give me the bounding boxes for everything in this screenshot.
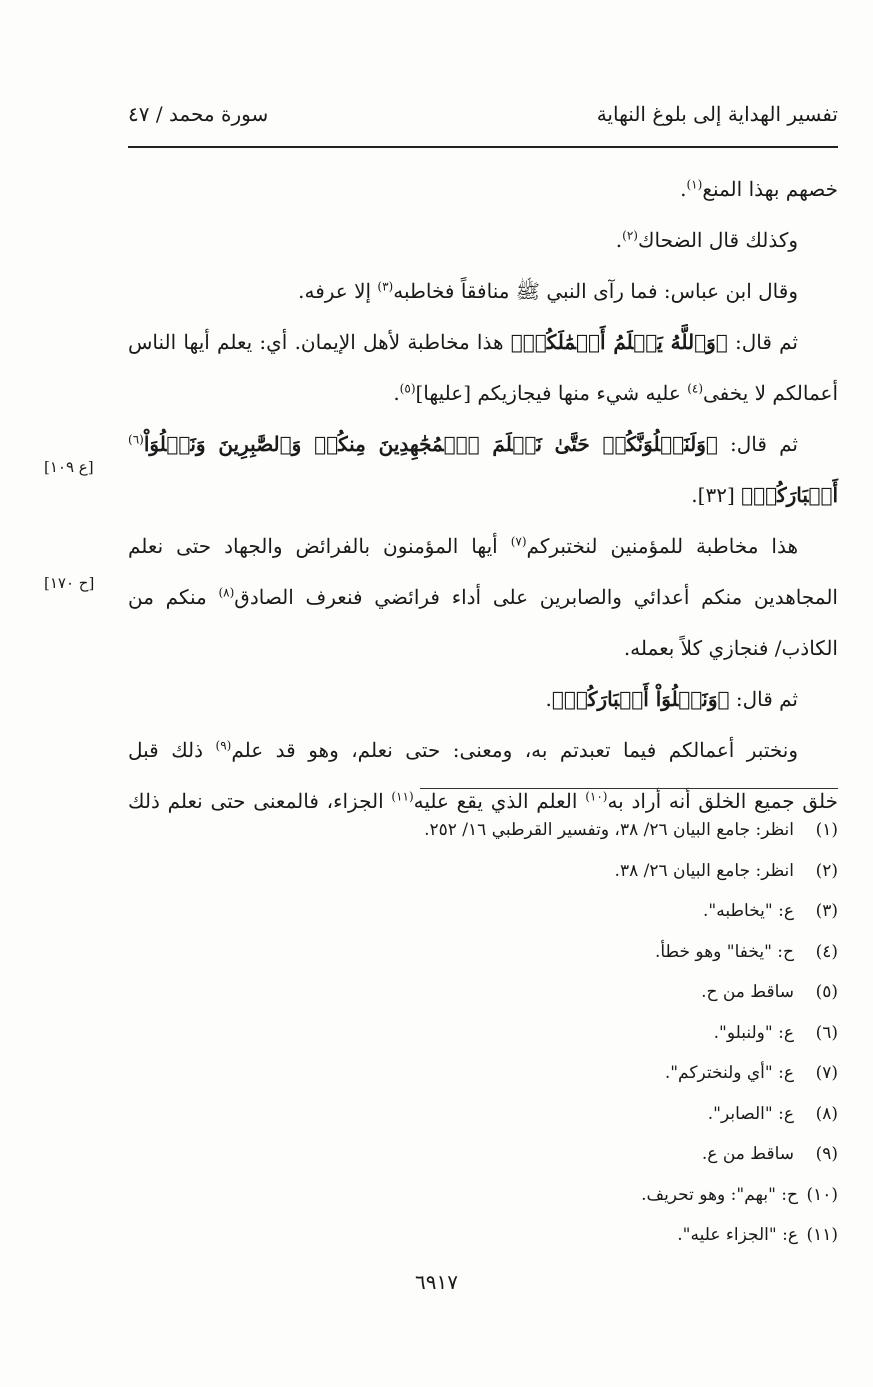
text: أيها المؤمنون بالفرائض والجهاد حتى نعلم: [128, 534, 511, 558]
text: .: [545, 687, 552, 711]
text: ذلك قبل: [128, 738, 216, 762]
text: المجاهدين منكم أعدائي والصابرين على أداء فرائضي فنعرف الصادق: [234, 585, 838, 609]
footnote: [300, 1013, 838, 1054]
quran-verse: أَخۡبَارَكُمۡ﴾: [741, 483, 838, 507]
paragraph: [128, 674, 838, 725]
text: إلا عرفه.: [298, 279, 378, 303]
text: ثم قال:: [717, 432, 798, 456]
footnote-ref: (٨): [218, 585, 235, 600]
footnote-text: ع: "الصابر".: [707, 1103, 794, 1124]
footnote-number: (٥): [815, 982, 838, 1002]
footnote: [300, 1053, 838, 1094]
text: أعمالكم لا يخفى: [703, 381, 838, 405]
footnote-number: (٦): [815, 1022, 838, 1043]
text: .: [393, 381, 400, 405]
text: هذا مخاطبة لأهل الإيمان. أي: يعلم أيها الناس: [128, 330, 511, 354]
footnotes: [300, 810, 838, 1256]
footnote: [300, 891, 838, 932]
footnote-text: ح: "بهم": وهو تحريف.: [641, 1184, 798, 1205]
text: ثم قال:: [729, 687, 798, 711]
text: الجزاء، فالمعنى حتى نعلم ذلك: [128, 789, 392, 813]
text: عليه شيء منها فيجازيكم [عليها]: [415, 381, 688, 405]
footnote-ref: (١): [686, 177, 703, 192]
paragraph-continuation: [128, 623, 838, 674]
text: خصهم بهذا المنع: [702, 177, 838, 201]
text: منكم من: [128, 585, 219, 609]
text: العلم الذي يقع عليه: [413, 789, 586, 813]
footnote: [300, 1134, 838, 1175]
paragraph: [128, 725, 838, 776]
footnote-ref: (١٠): [585, 789, 608, 804]
footnote-ref: (٦): [128, 432, 144, 447]
footnote-text: ع: "يخاطبه".: [703, 901, 794, 921]
footnote-number: (١): [815, 820, 838, 840]
text: وقال ابن عباس: فما رآى النبي ﷺ منافقاً فخاطبه: [393, 279, 798, 303]
footnote: [300, 810, 838, 851]
paragraph-continuation: [128, 368, 838, 419]
footnote-number: (٤): [815, 941, 838, 962]
footnote-separator: [420, 788, 838, 789]
footnote-ref: (٢): [622, 228, 638, 243]
paragraph: [128, 317, 838, 368]
text: ثم قال:: [727, 330, 798, 354]
footnote-number: (٧): [815, 1063, 838, 1083]
footnote-text: انظر: جامع البيان ٢٦/ ٣٨، وتفسير القرطبي ١٦/ ٢٥٢.: [424, 820, 794, 840]
footnote-number: (٩): [815, 1144, 838, 1164]
book-title: تفسير الهداية إلى بلوغ النهاية: [596, 102, 838, 126]
footnote-text: ع: "أي ولنختركم".: [664, 1063, 794, 1083]
footnote-ref: (١١): [391, 789, 414, 804]
footnote-text: ع: "ولنبلو".: [713, 1022, 794, 1043]
footnote-ref: (٣): [377, 279, 394, 294]
main-text: [128, 164, 838, 827]
footnote: [300, 932, 838, 973]
footnote-text: ع: "الجزاء عليه".: [677, 1225, 798, 1245]
text: الكاذب/ فنجازي كلاً بعمله.: [623, 636, 838, 660]
text: .: [615, 228, 623, 252]
footnote-ref: (٧): [510, 534, 527, 549]
footnote: [300, 851, 838, 892]
footnote-text: ساقط من ح.: [701, 982, 794, 1002]
paragraph: [128, 266, 838, 317]
footnote-number: (١٠): [806, 1184, 838, 1205]
quran-verse: ﴿وَنَبۡلُوَاْ أَخۡبَارَكُمۡ﴾: [551, 687, 730, 711]
page-number: ٦٩١٧: [415, 1270, 458, 1294]
paragraph: [128, 164, 838, 215]
footnote-ref: (٥): [399, 381, 416, 396]
margin-note: [ح ١٧٠]: [44, 574, 95, 592]
text: .: [680, 177, 687, 201]
margin-note: [ع ١٠٩]: [44, 458, 94, 476]
footnote-number: (١١): [806, 1225, 838, 1245]
quran-verse: ﴿وَلَنَبۡلُوَنَّكُمۡ حَتَّىٰ نَعۡلَمَ ٱلۡمُجَٰهِدِينَ مِنكُمۡ وَٱلصَّٰبِرِينَ وَنَبۡلُوَاْ: [143, 432, 718, 456]
running-header: [128, 96, 838, 138]
footnote-text: ساقط من ع.: [701, 1144, 794, 1164]
text: خلق جميع الخلق أنه أراد به: [607, 789, 838, 813]
ayah-number: [٣٢].: [691, 483, 742, 507]
surah-title: سورة محمد / ٤٧: [128, 102, 269, 126]
text: وكذلك قال الضحاك: [637, 228, 798, 252]
footnote-number: (٢): [815, 860, 838, 881]
footnote-text: انظر: جامع البيان ٢٦/ ٣٨.: [614, 860, 794, 881]
paragraph: [128, 521, 838, 572]
footnote-ref: (٤): [687, 381, 704, 396]
footnote: [300, 1175, 838, 1216]
text: ونختبر أعمالكم فيما تعبدتم به، ومعنى: حتى نعلم، وهو قد علم: [231, 738, 799, 762]
paragraph: [128, 215, 838, 266]
paragraph-continuation: [128, 572, 838, 623]
footnote: [300, 1215, 838, 1256]
footnote-number: (٨): [815, 1103, 838, 1124]
footnote-number: (٣): [815, 901, 838, 921]
text: هذا مخاطبة للمؤمنين لنختبركم: [526, 534, 798, 558]
paragraph: [128, 419, 838, 521]
footnote: [300, 972, 838, 1013]
footnote-ref: (٩): [215, 738, 232, 753]
quran-verse: ﴿وَٱللَّهُ يَعۡلَمُ أَعۡمَٰلَكُمۡ﴾: [510, 330, 728, 354]
header-rule: [128, 146, 838, 148]
footnote-text: ح: "يخفا" وهو خطأ.: [654, 941, 794, 962]
footnote: [300, 1094, 838, 1135]
